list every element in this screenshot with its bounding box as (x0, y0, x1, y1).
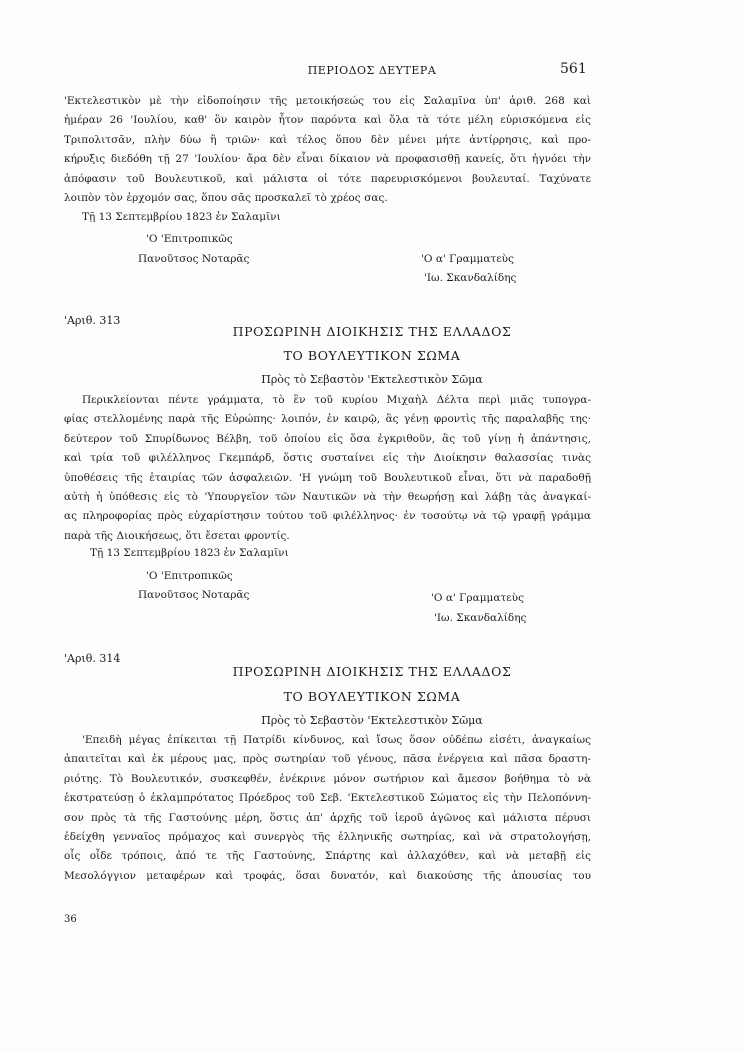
signatory-title-left: 'Ο 'Επιτροπικῶς (146, 570, 233, 582)
text-line: ὑποθέσεις τῆς ἑταιρίας τῶν ἀσφαλειῶν. 'Η γνώμη τοῦ Βουλευτικοῦ εἶναι, ὅτι νὰ παραδοθῇ (64, 471, 591, 484)
date-line: Τῇ 13 Σεπτεμβρίου 1823 ἐν Σαλαμῖνι (82, 211, 281, 223)
continuation-paragraph (64, 92, 591, 208)
text-line: Μεσολόγγιον μεταφέρων καὶ τροφάς, ὅσαι δυνατόν, καὶ διακούσης τῆς ἀπουσίας του (64, 869, 591, 882)
signatory-name-left: Πανοῦτσος Νοταρᾶς (138, 253, 250, 265)
text-line: κήρυξις διεδόθη τῇ 27 'Ιουλίου· ἄρα δὲν εἶναι δίκαιον νὰ προφασισθῇ κανείς, ὅτι ἠγνόει τὴν (64, 153, 591, 166)
text-line: οἷς οἶδε τρόποις, ἀπό τε τῆς Γαστούνης, Σπάρτης καὶ ἀλλαχόθεν, καὶ νὰ μεταβῇ εἰς (64, 850, 591, 863)
text-line: καὶ τρία τοῦ φιλέλληνος Γκεμπάρδ, ὅστις συσταίνει εἰς τὴν Διοίκησιν θαλασσίας τινὰς (64, 452, 591, 465)
text-line: δεύτερον τοῦ Σπυρίδωνος Βέλβη, τοῦ ὁποίου εἰς ὅσα ἐγκριθοῦν, ἂς τοῦ γίνῃ ἡ ἀπάντησις, (64, 432, 591, 445)
text-line: ἐκστρατεύσῃ ὁ ἐκλαμπρότατος Πρόεδρος τοῦ Σεβ. 'Εκτελεστικοῦ Σώματος εἰς τὴν Πελοπόννη- (64, 792, 591, 805)
text-line: λοιπὸν τὸν ἐρχομόν σας, ὅπου σᾶς προσκαλεῖ τὸ χρέος σας. (64, 192, 388, 205)
document-heading: ΠΡΟΣΩΡΙΝΗ ΔΙΟΙΚΗΣΙΣ ΤΗΣ ΕΛΛΑΔΟΣ (232, 664, 512, 679)
document-subheading: ΤΟ ΒΟΥΛΕΥΤΙΚΟΝ ΣΩΜΑ (283, 689, 461, 704)
text-line: 'Εκτελεστικὸν μὲ τὴν εἰδοποίησιν τῆς μετοικήσεώς του εἰς Σαλαμῖνα ὑπ' ἀριθ. 268 καὶ (64, 95, 591, 107)
sheet-signature-mark: 36 (64, 914, 77, 925)
text-line: ἐδείχθη γενναῖος πρόμαχος καὶ συνεργὸς τῆς ἑλληνικῆς σωτηρίας, καὶ νὰ στρατολογήσῃ, (64, 831, 591, 844)
text-line: ἀπόφασιν τοῦ Βουλευτικοῦ, καὶ μάλιστα οἱ τότε παρευρισκόμενοι βουλευταί. Ταχύνατε (64, 172, 591, 185)
signatory-title-left: 'Ο 'Επιτροπικῶς (146, 233, 233, 245)
text-line: παρὰ τῆς Διοικήσεως, ὅτι ἔσεται φροντίς. (64, 529, 290, 542)
signatory-title-right: 'Ο α' Γραμματεὺς (421, 253, 514, 265)
text-line: σον πρὸς τὰ τῆς Γαστούνης μέρη, ὅστις ἀπ' ἀρχῆς τοῦ ἱεροῦ ἀγῶνος καὶ μάλιστα πέρυσι (64, 811, 591, 824)
document-paragraph (64, 391, 591, 546)
signatory-name-right: 'Ιω. Σκανδαλίδης (424, 272, 517, 284)
text-line: αὐτὴ ἡ ὑπόθεσις εἰς τὸ 'Υπουργεῖον τῶν Ναυτικῶν νὰ τὴν θεωρήσῃ καὶ λάβῃ τὰς ἀναγκαί- (64, 491, 591, 504)
date-line: Τῇ 13 Σεπτεμβρίου 1823 ἐν Σαλαμῖνι (90, 547, 289, 559)
text-line: ἀπαιτεῖται καὶ ἐκ μέρους μας, πρὸς σωτηρίαν τοῦ γένους, πᾶσα ἐνέργεια καὶ πᾶσα δραστη- (64, 753, 591, 766)
document-heading: ΠΡΟΣΩΡΙΝΗ ΔΙΟΙΚΗΣΙΣ ΤΗΣ ΕΛΛΑΔΟΣ (232, 324, 512, 339)
text-line: 'Επειδὴ μέγας ἐπίκειται τῇ Πατρίδι κίνδυνος, καὶ ἴσως ὅσον οὐδέπω εἰσέτι, ἀναγκαίως (82, 734, 591, 746)
text-line: φίας στελλομένης παρὰ τῆς Εὐρώπης· λοιπόν, ἐν καιρῷ, ἂς γένῃ φροντὶς τῆς παραλαβῆς της· (64, 413, 591, 426)
text-line: ας πληροφορίας πρὸς εὐχαρίστησιν τούτου τοῦ φιλέλληνος· ἐν τοσούτῳ νὰ τῷ γραφῇ γράμμα (64, 510, 591, 523)
signatory-title-right: 'Ο α' Γραμματεὺς (431, 592, 524, 604)
document-number: 'Αριθ. 313 (64, 314, 121, 327)
text-line: Τριπολιτσᾶν, πλὴν δύω ἢ τριῶν· καὶ τέλος ὅπου δὲν μένει μήτε ἀντίρρησις, καὶ προ- (64, 133, 591, 146)
addressee-line: Πρὸς τὸ Σεβαστὸν 'Εκτελεστικὸν Σῶμα (261, 714, 483, 727)
signatory-name-right: 'Ιω. Σκανδαλίδης (434, 612, 527, 624)
document-number: 'Αριθ. 314 (64, 652, 121, 665)
document-subheading: ΤΟ ΒΟΥΛΕΥΤΙΚΟΝ ΣΩΜΑ (283, 348, 461, 363)
running-head: ΠΕΡΙΟΔΟΣ ΔΕΥΤΕΡΑ (307, 64, 437, 77)
page-number: 561 (560, 61, 587, 77)
addressee-line: Πρὸς τὸ Σεβαστὸν 'Εκτελεστικὸν Σῶμα (261, 373, 483, 386)
text-line: ριότης. Τὸ Βουλευτικόν, συσκεφθέν, ἐνέκρινε μόνον σωτήριον καὶ ἄμεσον βοήθημα τὸ νὰ (64, 772, 591, 785)
signatory-name-left: Πανοῦτσος Νοταρᾶς (138, 589, 250, 601)
text-line: Περικλείονται πέντε γράμματα, τὸ ἓν τοῦ κυρίου Μιχαὴλ Δέλτα περὶ μιᾶς τυπογρα- (82, 394, 591, 406)
document-paragraph (64, 731, 591, 886)
text-line: ἡμέραν 26 'Ιουλίου, καθ' ὃν καιρὸν ἦτον παρόντα καὶ ὅλα τὰ τότε μέλη εὑρισκόμενα εἰς (64, 114, 591, 127)
